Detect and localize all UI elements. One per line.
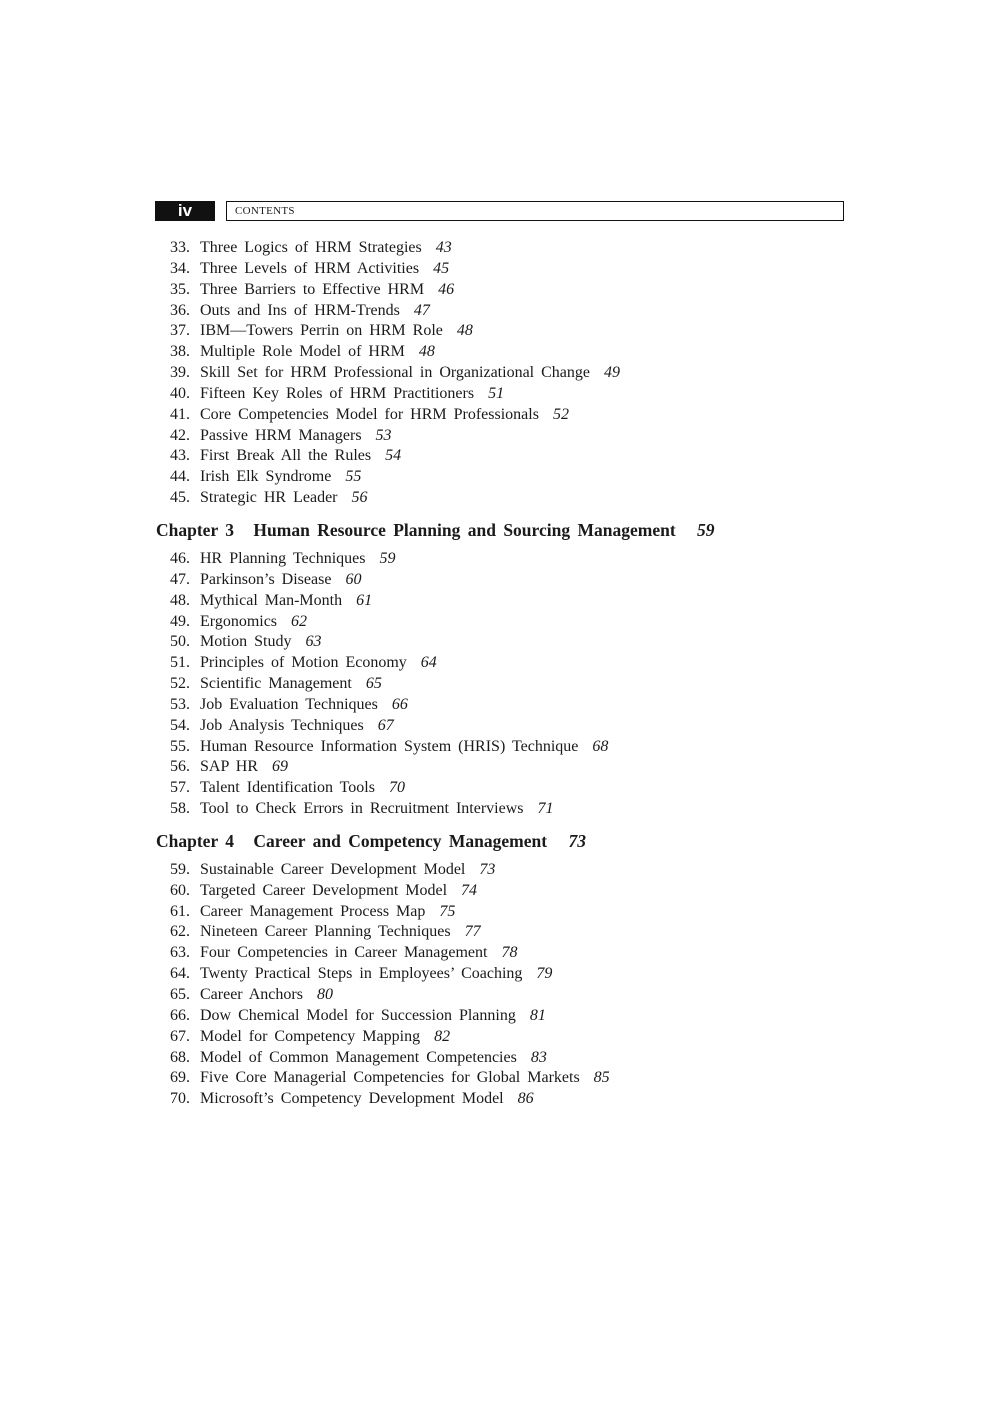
entry-title: Twenty Practical Steps in Employees’ Coaching — [200, 965, 523, 983]
entry-number-text: 40. — [170, 384, 190, 402]
entry-number — [156, 695, 200, 716]
entry-title: Scientific Management — [200, 675, 352, 693]
entry-number — [156, 757, 200, 778]
entry-title: Outs and Ins of HRM-Trends — [200, 301, 400, 319]
entry-title: Irish Elk Syndrome — [200, 468, 332, 486]
entry-page: 67 — [377, 716, 394, 734]
running-head: CONTENTS — [226, 201, 844, 221]
entry-number-text: 62. — [170, 923, 190, 941]
page-number: iv — [155, 201, 215, 221]
entry-number — [156, 1048, 200, 1069]
entry-number-text: 56. — [170, 758, 190, 776]
entry-number — [156, 737, 200, 758]
entry-title: First Break All the Rules — [200, 447, 372, 465]
entry-title: Dow Chemical Model for Succession Planning — [200, 1006, 516, 1024]
entry-number-text: 48. — [170, 591, 190, 609]
entry-title: Microsoft’s Competency Development Model — [200, 1090, 504, 1108]
entry-page: 69 — [271, 758, 288, 776]
toc-entry[interactable] — [156, 1089, 836, 1110]
page-header — [155, 201, 836, 221]
entry-number — [156, 405, 200, 426]
toc-entry[interactable] — [156, 405, 836, 426]
entry-number-text: 61. — [170, 902, 190, 920]
toc-entry[interactable] — [156, 943, 836, 964]
entry-title: Tool to Check Errors in Recruitment Interviews — [200, 800, 524, 818]
entry-number-text: 42. — [170, 426, 190, 444]
entry-page: 86 — [517, 1090, 534, 1108]
entry-page: 64 — [420, 654, 437, 672]
entry-page: 74 — [461, 881, 478, 899]
entry-number-text: 44. — [170, 468, 190, 486]
entry-number — [156, 1068, 200, 1089]
entry-page: 75 — [439, 902, 456, 920]
entry-page: 81 — [529, 1006, 546, 1024]
entry-page: 83 — [530, 1048, 547, 1066]
chapter-3-heading[interactable] — [156, 518, 836, 542]
entry-page: 43 — [435, 239, 452, 256]
entry-number-text: 51. — [170, 654, 190, 672]
chapter-label: Chapter 4 — [156, 830, 235, 851]
entry-title: Fifteen Key Roles of HRM Practitioners — [200, 384, 475, 402]
entry-number — [156, 674, 200, 695]
entry-number — [156, 363, 200, 384]
entry-title: Multiple Role Model of HRM — [200, 343, 405, 361]
toc-entry[interactable] — [156, 1006, 836, 1027]
toc-entry[interactable] — [156, 342, 836, 363]
entry-number — [156, 778, 200, 799]
toc-entry[interactable] — [156, 632, 836, 653]
toc-entry[interactable] — [156, 674, 836, 695]
entry-title: Nineteen Career Planning Techniques — [200, 923, 451, 941]
toc-entry[interactable] — [156, 1048, 836, 1069]
entry-page: 66 — [391, 695, 408, 713]
entry-number-text: 35. — [170, 280, 190, 298]
entry-title: Strategic HR Leader — [200, 489, 338, 507]
entry-number — [156, 488, 200, 509]
entry-number-text: 50. — [170, 633, 190, 651]
entry-number-text: 60. — [170, 881, 190, 899]
entry-number-text: 54. — [170, 716, 190, 734]
entry-number-text: 38. — [170, 343, 190, 361]
entry-page: 85 — [593, 1069, 610, 1087]
toc-entry[interactable] — [156, 985, 836, 1006]
entry-number-text: 41. — [170, 405, 190, 423]
entry-page: 56 — [351, 489, 368, 507]
toc-section-continued — [156, 238, 836, 509]
entry-title: SAP HR — [200, 758, 258, 776]
entry-title: Core Competencies Model for HRM Professionals — [200, 405, 539, 423]
entry-page: 48 — [456, 322, 473, 340]
toc-entry[interactable] — [156, 549, 836, 570]
entry-number-text: 67. — [170, 1027, 190, 1045]
entry-number — [156, 426, 200, 447]
entry-title: Principles of Motion Economy — [200, 654, 407, 672]
entry-title: Passive HRM Managers — [200, 426, 362, 444]
entry-page: 60 — [345, 570, 362, 588]
entry-number — [156, 985, 200, 1006]
entry-title: Sustainable Career Development Model — [200, 860, 466, 878]
entry-title: Job Evaluation Techniques — [200, 695, 378, 713]
toc-entry[interactable] — [156, 363, 836, 384]
entry-title: Three Levels of HRM Activities — [200, 259, 420, 277]
toc-entry[interactable] — [156, 570, 836, 591]
toc-entry[interactable] — [156, 757, 836, 778]
entry-number — [156, 799, 200, 820]
entry-page: 49 — [604, 364, 620, 382]
toc-entry[interactable] — [156, 446, 836, 467]
entry-number — [156, 467, 200, 488]
entry-number — [156, 922, 200, 943]
entry-page: 47 — [413, 301, 430, 319]
entry-number — [156, 881, 200, 902]
entry-number-text: 34. — [170, 259, 190, 277]
toc-entry[interactable] — [156, 467, 836, 488]
entry-number-text: 58. — [170, 800, 190, 818]
entry-page: 79 — [536, 965, 553, 983]
entry-title: Mythical Man-Month — [200, 591, 343, 609]
toc-entry[interactable] — [156, 238, 836, 259]
entry-title: Targeted Career Development Model — [200, 881, 448, 899]
entry-page: 70 — [388, 779, 405, 797]
entry-number — [156, 591, 200, 612]
toc-entry[interactable] — [156, 426, 836, 447]
entry-number — [156, 280, 200, 301]
entry-title: Three Barriers to Effective HRM — [200, 280, 425, 298]
entry-number-text: 47. — [170, 570, 190, 588]
entry-number — [156, 384, 200, 405]
toc-entry[interactable] — [156, 902, 836, 923]
toc-entry[interactable] — [156, 259, 836, 280]
entry-title: Human Resource Information System (HRIS) Technique — [200, 737, 579, 755]
entry-number-text: 45. — [170, 489, 190, 507]
toc-entry[interactable] — [156, 964, 836, 985]
entry-page: 61 — [356, 591, 373, 609]
entry-number-text: 53. — [170, 695, 190, 713]
entry-page: 54 — [385, 447, 402, 465]
entry-title: Parkinson’s Disease — [200, 570, 332, 588]
toc-entry[interactable] — [156, 922, 836, 943]
entry-title: Job Analysis Techniques — [200, 716, 364, 734]
entry-title: Career Management Process Map — [200, 902, 426, 920]
entry-page: 63 — [305, 633, 322, 651]
entry-number — [156, 446, 200, 467]
entry-number-text: 43. — [170, 447, 190, 465]
entry-number — [156, 1089, 200, 1110]
toc-entry[interactable] — [156, 591, 836, 612]
entry-title: Career Anchors — [200, 986, 303, 1003]
entry-number-text: 46. — [170, 549, 190, 567]
toc-entry[interactable] — [156, 321, 836, 342]
entry-number — [156, 1027, 200, 1048]
toc-entry[interactable] — [156, 488, 836, 509]
entry-number — [156, 964, 200, 985]
entry-number-text: 39. — [170, 364, 190, 382]
entry-title: Model of Common Management Competencies — [200, 1048, 517, 1066]
entry-page: 59 — [379, 549, 396, 567]
entry-page: 46 — [438, 280, 455, 298]
entry-page: 48 — [418, 343, 435, 361]
entry-number — [156, 238, 200, 259]
entry-page: 77 — [464, 923, 481, 941]
entry-page: 62 — [291, 612, 308, 630]
entry-number-text: 65. — [170, 986, 190, 1003]
toc-entry[interactable] — [156, 695, 836, 716]
chapter-page: 73 — [568, 830, 586, 851]
entry-number — [156, 301, 200, 322]
entry-number — [156, 716, 200, 737]
entry-page: 78 — [501, 944, 518, 962]
entry-title: Model for Competency Mapping — [200, 1027, 421, 1045]
entry-number — [156, 653, 200, 674]
entry-page: 53 — [375, 426, 392, 444]
toc-entry[interactable] — [156, 301, 836, 322]
entry-number — [156, 860, 200, 881]
chapter-3-entries — [156, 549, 836, 820]
entry-title: HR Planning Techniques — [200, 549, 366, 567]
entry-number — [156, 632, 200, 653]
toc-entry[interactable] — [156, 778, 836, 799]
entry-title: Talent Identification Tools — [200, 779, 375, 797]
entry-page: 82 — [434, 1027, 451, 1045]
entry-number — [156, 321, 200, 342]
chapter-title: Career and Competency Management — [253, 830, 548, 851]
toc-entry[interactable] — [156, 384, 836, 405]
entry-number — [156, 259, 200, 280]
entry-number — [156, 612, 200, 633]
chapter-4-entries — [156, 860, 836, 1110]
entry-title: Motion Study — [200, 633, 292, 651]
table-of-contents — [156, 238, 836, 1110]
entry-page: 80 — [316, 986, 333, 1003]
entry-number-text: 33. — [170, 239, 190, 256]
toc-entry[interactable] — [156, 799, 836, 820]
entry-number-text: 69. — [170, 1069, 190, 1087]
entry-page: 71 — [537, 800, 554, 818]
chapter-4-heading[interactable] — [156, 829, 836, 853]
entry-number-text: 68. — [170, 1048, 190, 1066]
chapter-label: Chapter 3 — [156, 519, 235, 540]
entry-number-text: 63. — [170, 944, 190, 962]
entry-number — [156, 549, 200, 570]
entry-title: Three Logics of HRM Strategies — [200, 239, 422, 256]
entry-page: 45 — [433, 259, 450, 277]
entry-number — [156, 570, 200, 591]
entry-number — [156, 1006, 200, 1027]
toc-entry[interactable] — [156, 860, 836, 881]
toc-entry[interactable] — [156, 881, 836, 902]
entry-title: Five Core Managerial Competencies for Global Markets — [200, 1069, 580, 1087]
entry-number-text: 55. — [170, 737, 190, 755]
entry-number — [156, 902, 200, 923]
entry-title: Ergonomics — [200, 612, 278, 630]
entry-number-text: 66. — [170, 1006, 190, 1024]
toc-entry[interactable] — [156, 1068, 836, 1089]
chapter-page: 59 — [697, 519, 715, 540]
entry-number-text: 36. — [170, 301, 190, 319]
entry-number — [156, 342, 200, 363]
entry-number-text: 57. — [170, 779, 190, 797]
entry-page: 68 — [592, 737, 609, 755]
entry-number-text: 59. — [170, 860, 190, 878]
toc-entry[interactable] — [156, 737, 836, 758]
entry-page: 65 — [365, 675, 382, 693]
toc-entry[interactable] — [156, 1027, 836, 1048]
toc-entry[interactable] — [156, 280, 836, 301]
entry-page: 51 — [488, 384, 505, 402]
entry-page: 52 — [552, 405, 569, 423]
entry-number-text: 49. — [170, 612, 190, 630]
entry-page: 73 — [479, 860, 496, 878]
entry-page: 55 — [345, 468, 362, 486]
entry-number-text: 52. — [170, 675, 190, 693]
toc-entry[interactable] — [156, 612, 836, 633]
entry-number — [156, 943, 200, 964]
toc-entry[interactable] — [156, 653, 836, 674]
chapter-title: Human Resource Planning and Sourcing Management — [253, 519, 676, 540]
entry-title: Skill Set for HRM Professional in Organizational Change — [200, 364, 590, 382]
entry-title: Four Competencies in Career Management — [200, 944, 488, 962]
entry-number-text: 37. — [170, 322, 190, 340]
entry-title: IBM—Towers Perrin on HRM Role — [200, 322, 443, 340]
toc-entry[interactable] — [156, 716, 836, 737]
entry-number-text: 64. — [170, 965, 190, 983]
entry-number-text: 70. — [170, 1090, 190, 1108]
